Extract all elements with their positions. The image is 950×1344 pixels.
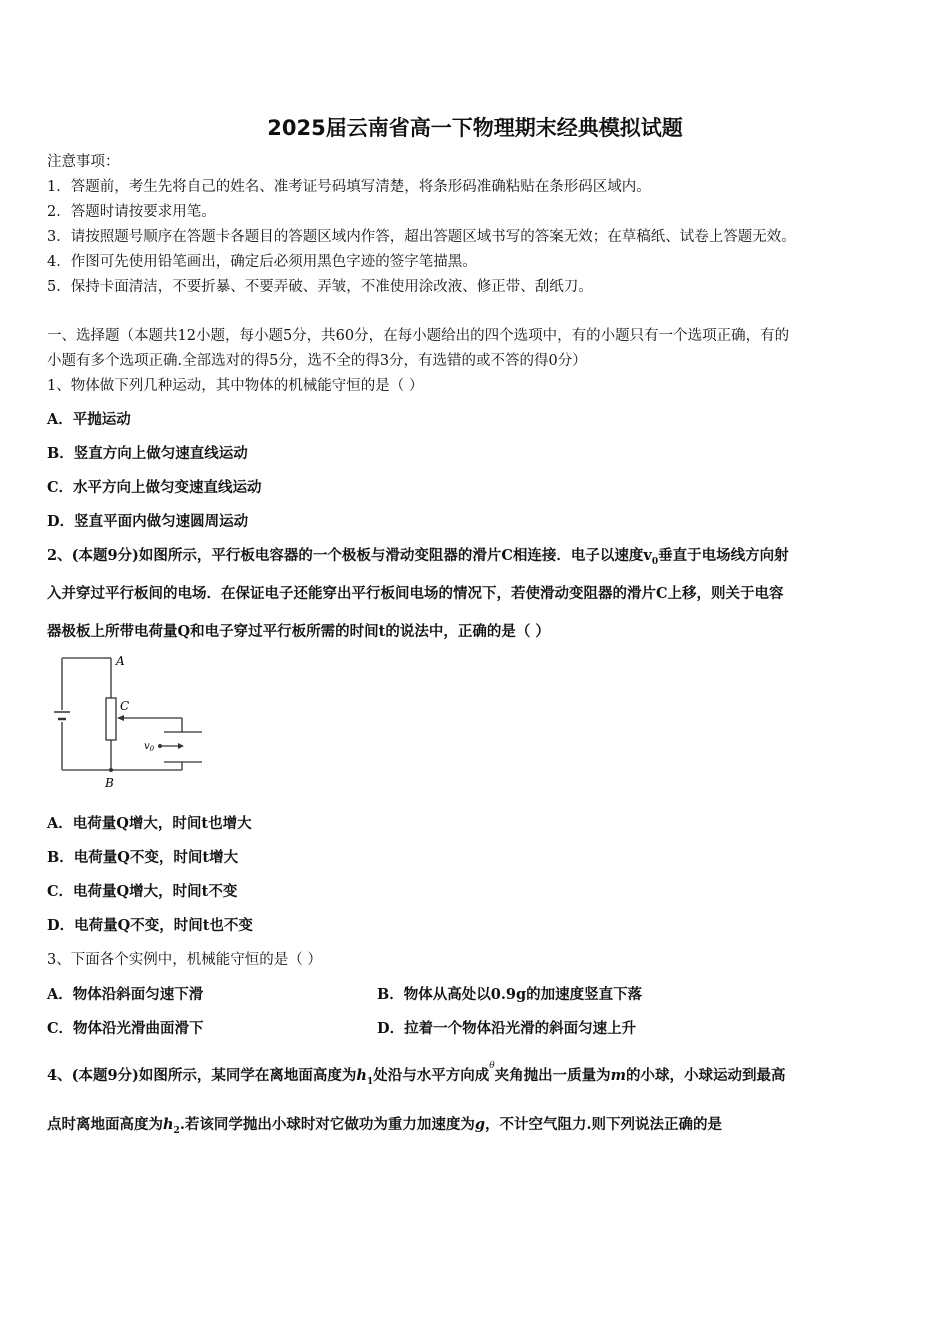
q4-text: 的小球，小球运动到最高 <box>625 1067 786 1084</box>
q4-g: g <box>474 1116 485 1133</box>
slider-arrowhead <box>117 715 124 721</box>
velocity-arrowhead <box>178 743 184 749</box>
q3-option-b: B．物体从高处以0.9g的加速度竖直下落 <box>377 986 643 1003</box>
q2-option-c: C．电荷量Q增大，时间t不变 <box>47 883 238 900</box>
page-title: 2025届云南省高一下物理期末经典模拟试题 <box>267 116 683 140</box>
label-c: C <box>120 699 130 713</box>
notice-item: 5．保持卡面清洁，不要折暴、不要弄破、弄皱，不准使用涂改液、修正带、刮纸刀。 <box>47 279 593 295</box>
node-b-dot <box>109 768 113 772</box>
q2-option-b: B．电荷量Q不变，时间t增大 <box>47 849 239 866</box>
notice-item: 1．答题前，考生先将自己的姓名、准考证号码填写清楚，将条形码准确粘贴在条形码区域内。 <box>47 179 651 195</box>
label-v: $v_0$ <box>144 741 155 753</box>
q4-h1: h <box>356 1067 367 1084</box>
q4-h2-subscript: 2 <box>173 1125 180 1136</box>
q4-text: ，不计空气阻力.则下列说法正确的是 <box>485 1116 723 1133</box>
q4-h2: h <box>163 1116 174 1133</box>
q2-circuit-diagram <box>44 650 214 792</box>
q3-option-d: D．拉着一个物体沿光滑的斜面匀速上升 <box>377 1020 637 1037</box>
q3-stem: 3、下面各个实例中，机械能守恒的是（ ） <box>47 952 322 968</box>
label-b: B <box>105 776 114 790</box>
q1-option-c: C．水平方向上做匀变速直线运动 <box>47 479 262 496</box>
label-a: A <box>116 654 125 668</box>
q2-option-a: A．电荷量Q增大，时间t也增大 <box>47 815 252 832</box>
q2-stem-line1 <box>47 546 789 572</box>
q4-theta: θ <box>489 1061 495 1071</box>
notice-item: 2．答题时请按要求用笔。 <box>47 204 216 220</box>
electron-dot <box>158 744 162 748</box>
q2-stem-text: 2、(本题9分)如图所示，平行板电容器的一个极板与滑动变阻器的滑片C相连接．电子以速度v <box>47 547 652 564</box>
q1-option-b: B．竖直方向上做匀速直线运动 <box>47 445 248 462</box>
q4-m: m <box>610 1067 626 1084</box>
q4-stem-line1 <box>47 1061 786 1092</box>
q4-h1-subscript: 1 <box>366 1076 374 1087</box>
notice-item: 4．作图可先使用铅笔画出，确定后必须用黑色字迹的签字笔描黑。 <box>47 254 477 270</box>
notice-heading: 注意事项： <box>47 154 120 170</box>
q3-option-a: A．物体沿斜面匀速下滑 <box>47 986 204 1003</box>
q1-stem: 1、物体做下列几种运动，其中物体的机械能守恒的是（ ） <box>47 378 424 394</box>
section-instructions-line2: 小题有多个选项正确.全部选对的得5分，选不全的得3分，有选错的或不答的得0分） <box>47 353 587 369</box>
q4-text: .若该同学抛出小球时对它做功为重力加速度为 <box>179 1116 475 1133</box>
q4-text: 4、(本题9分)如图所示，某同学在离地面高度为 <box>47 1067 357 1084</box>
q2-stem-tail: 垂直于电场线方向射 <box>658 547 789 564</box>
q2-option-d: D．电荷量Q不变，时间t也不变 <box>47 917 253 934</box>
q1-option-a: A．平抛运动 <box>47 411 131 428</box>
q1-option-d: D．竖直平面内做匀速圆周运动 <box>47 513 249 530</box>
q2-stem-line2: 入并穿过平行板间的电场．在保证电子还能穿出平行板间电场的情况下，若使滑动变阻器的滑片C上移，则关于电容 <box>47 585 784 602</box>
q4-stem-line2 <box>47 1115 722 1141</box>
q2-stem-line3: 器极板上所带电荷量Q和电子穿过平行板所需的时间t的说法中，正确的是（ ） <box>47 623 550 640</box>
q4-text: 点时离地面高度为 <box>47 1116 163 1133</box>
q4-text: 处沿与水平方向成 <box>373 1067 490 1084</box>
section-instructions-line1: 一、选择题（本题共12小题，每小题5分，共60分，在每小题给出的四个选项中，有的小题只有一个选项正确，有的 <box>47 328 790 344</box>
q3-option-c: C．物体沿光滑曲面滑下 <box>47 1020 204 1037</box>
rheostat-body <box>106 698 116 740</box>
q2-v-subscript: 0 <box>651 556 659 567</box>
notice-item: 3．请按照题号顺序在答题卡各题目的答题区域内作答，超出答题区域书写的答案无效；在草稿纸、试卷上答题无效。 <box>47 229 796 245</box>
q4-text: 夹角抛出一质量为 <box>494 1067 611 1084</box>
